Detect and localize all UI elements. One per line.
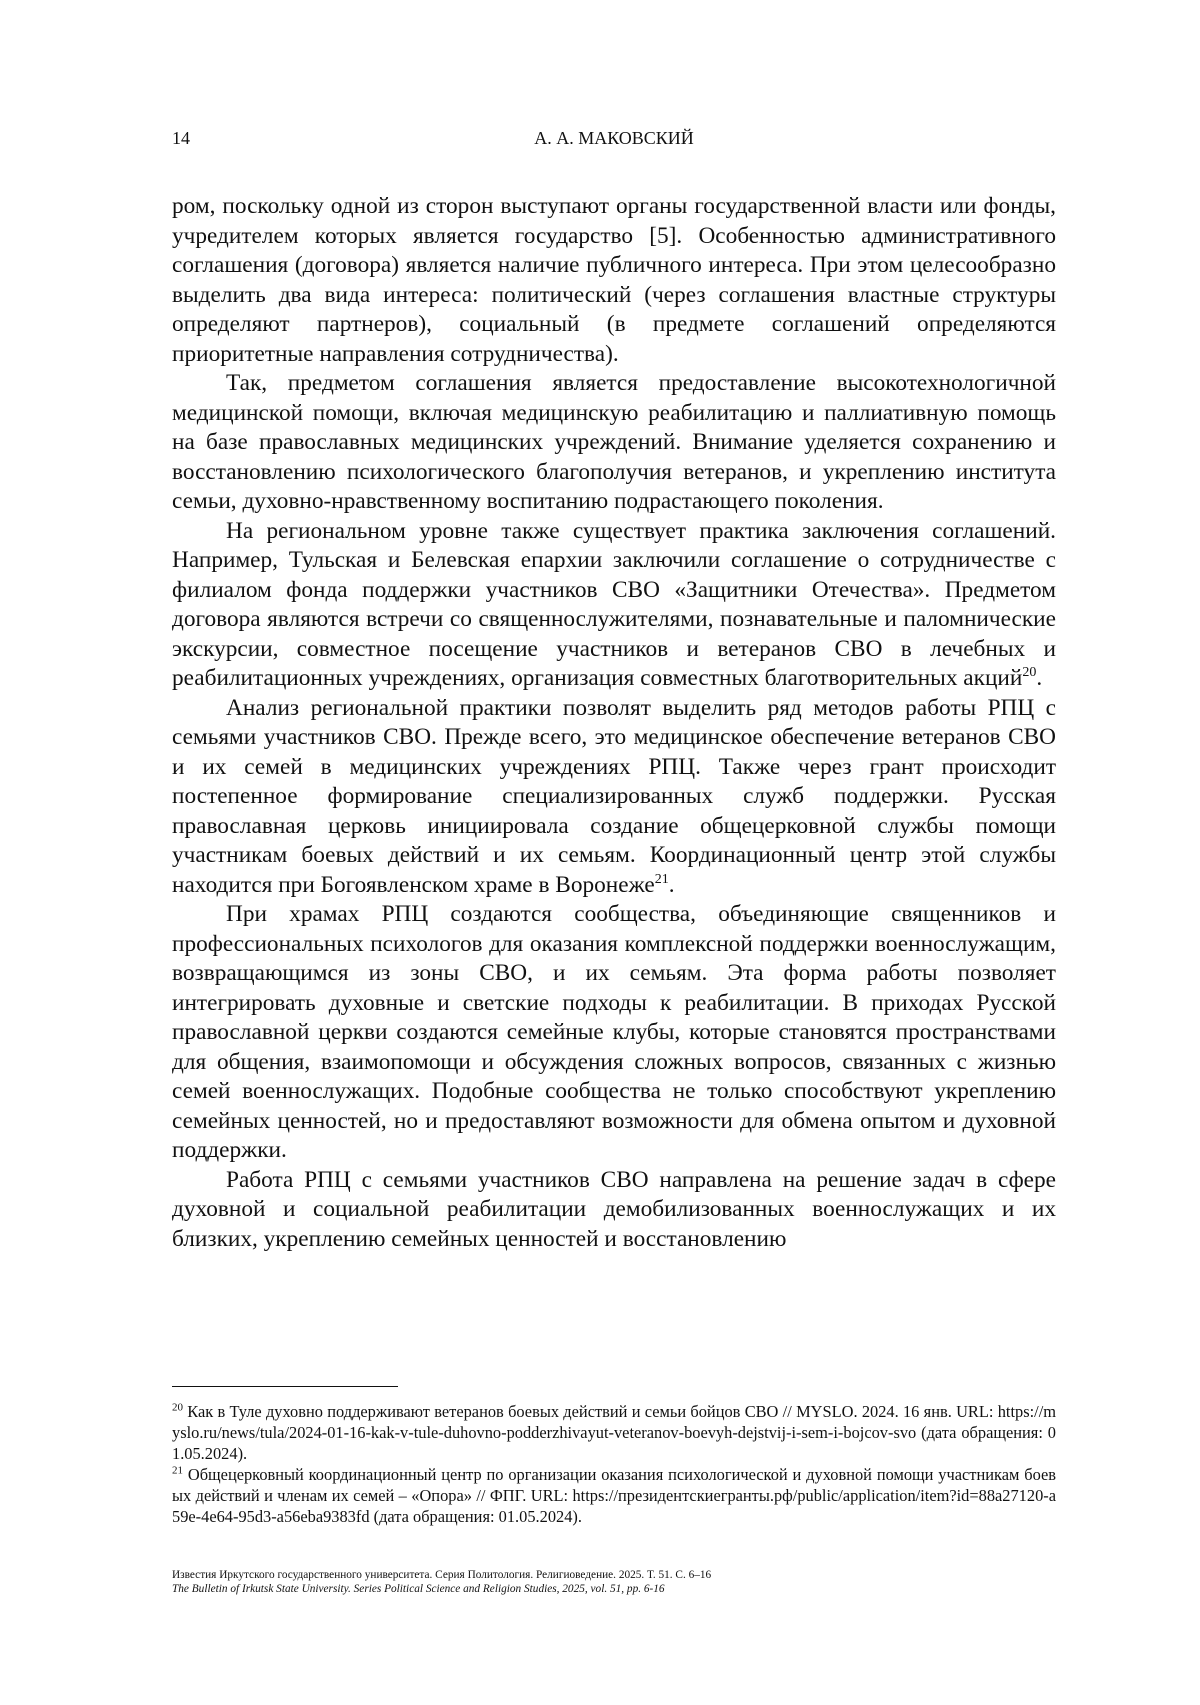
paragraph-3 xyxy=(172,517,1056,694)
footnote-text: Общецерковный координационный центр по организации оказания психологической и духовной помощи участникам боевых действий и членам их семей – «Опора» // ФПГ. URL: https://президентскиегранты.рф/public/application/item?id=88a27120-a59e-4e64-95d3-a56eba9383fd (дата обращения: 01.05.2024). xyxy=(172,1465,1056,1526)
paragraph-4-end: . xyxy=(668,871,675,898)
footnote-21 xyxy=(172,1464,1056,1527)
article-body xyxy=(172,192,1056,1254)
running-title: А. А. МАКОВСКИЙ xyxy=(534,128,694,148)
paragraph-5: При храмах РПЦ создаются сообщества, объединяющие священников и профессиональных психологов для оказания комплексной поддержки военнослужащим, возвращающимся из зоны СВО, и их семьям. Эта форма работы позволяет интегрировать духовные и светские подходы к реабилитации. В приходах Русской православной церкви создаются семейные клубы, которые становятся пространствами для общения, взаимопомощи и обсуждения сложных вопросов, связанных с жизнью семей военнослужащих. Подобные сообщества не только способствуют укреплению семейных ценностей, но и предоставляют возможности для обмена опытом и духовной поддержки. xyxy=(172,901,1056,1163)
journal-citation-ru: Известия Иркутского государственного университета. Серия Политология. Религиоведение. 2025. Т. 51. С. 6–16 xyxy=(172,1569,712,1581)
footnote-text: Как в Туле духовно поддерживают ветеранов боевых действий и семьи бойцов СВО // MYSLO. 2024. 16 янв. URL: https://myslo.ru/news/tula/2024-01-16-kak-v-tule-duhovno-podderzhivayut-veteranov-boevyh-dejstvij-i-sem-i-bojcov-svo (дата обращения: 01.05.2024). xyxy=(172,1402,1056,1463)
paragraph-3-end: . xyxy=(1036,665,1043,691)
footnote-ref-21[interactable]: 21 xyxy=(654,871,669,887)
paragraph-2: Так, предметом соглашения является предоставление высокотехнологичной медицинской помощи, включая медицинскую реабилитацию и паллиативную помощь на базе православных медицинских учреждений. Внимание уделяется сохранению и восстановлению психологического благополучия ветеранов, и укреплению института семьи, духовно-нравственному воспитанию подрастающего поколения. xyxy=(172,370,1056,514)
footnote-number: 20 xyxy=(172,1401,183,1414)
footnote-20 xyxy=(172,1401,1056,1464)
paragraph-4 xyxy=(172,694,1056,901)
paragraph-4-text: Анализ региональной практики позволят выделить ряд методов работы РПЦ с семьями участников СВО. Прежде всего, это медицинское обеспечение ветеранов СВО и их семей в медицинских учреждениях РПЦ. Также через грант происходит постепенное формирование специализированных служб поддержки. Русская православная церковь инициировала создание общецерковной службы помощи участникам боевых действий и их семьям. Координационный центр этой службы находится при Богоявленском храме в Воронеже xyxy=(172,694,1056,898)
journal-footer xyxy=(172,1568,1056,1596)
footnotes xyxy=(172,1401,1056,1527)
footnote-ref-20[interactable]: 20 xyxy=(1022,665,1037,681)
paragraph-3-text: На региональном уровне также существует практика заключения соглашений. Например, Тульская и Белевская епархии заключили соглашение о сотрудничестве с филиалом фонда поддержки участников СВО «Защитники Отечества». Предметом договора являются встречи со священнослужителями, познавательные и паломнические экскурсии, совместное посещение участников и ветеранов СВО в лечебных и реабилитационных учреждениях, организация совместных благотворительных акций xyxy=(172,517,1056,691)
paragraph-6: Работа РПЦ с семьями участников СВО направлена на решение задач в сфере духовной и социальной реабилитации демобилизованных военнослужащих и их близких, укреплению семейных ценностей и восстановлению xyxy=(172,1166,1056,1252)
footnote-divider xyxy=(172,1386,398,1387)
footnote-number: 21 xyxy=(172,1464,183,1477)
page-number: 14 xyxy=(172,128,190,148)
paragraph-1: ром, поскольку одной из сторон выступают органы государственной власти или фонды, учредителем которых является государство [5]. Особенностью административного соглашения (договора) является наличие публичного интереса. При этом целесообразно выделить два вида интереса: политический (через соглашения властные структуры определяют партнеров), социальный (в предмете соглашений определяются приоритетные направления сотрудничества). xyxy=(172,193,1056,367)
journal-citation-en: The Bulletin of Irkutsk State University. Series Political Science and Religion Studies, 2025, vol. 51, pp. 6-16 xyxy=(172,1583,665,1595)
running-head xyxy=(172,126,1056,150)
